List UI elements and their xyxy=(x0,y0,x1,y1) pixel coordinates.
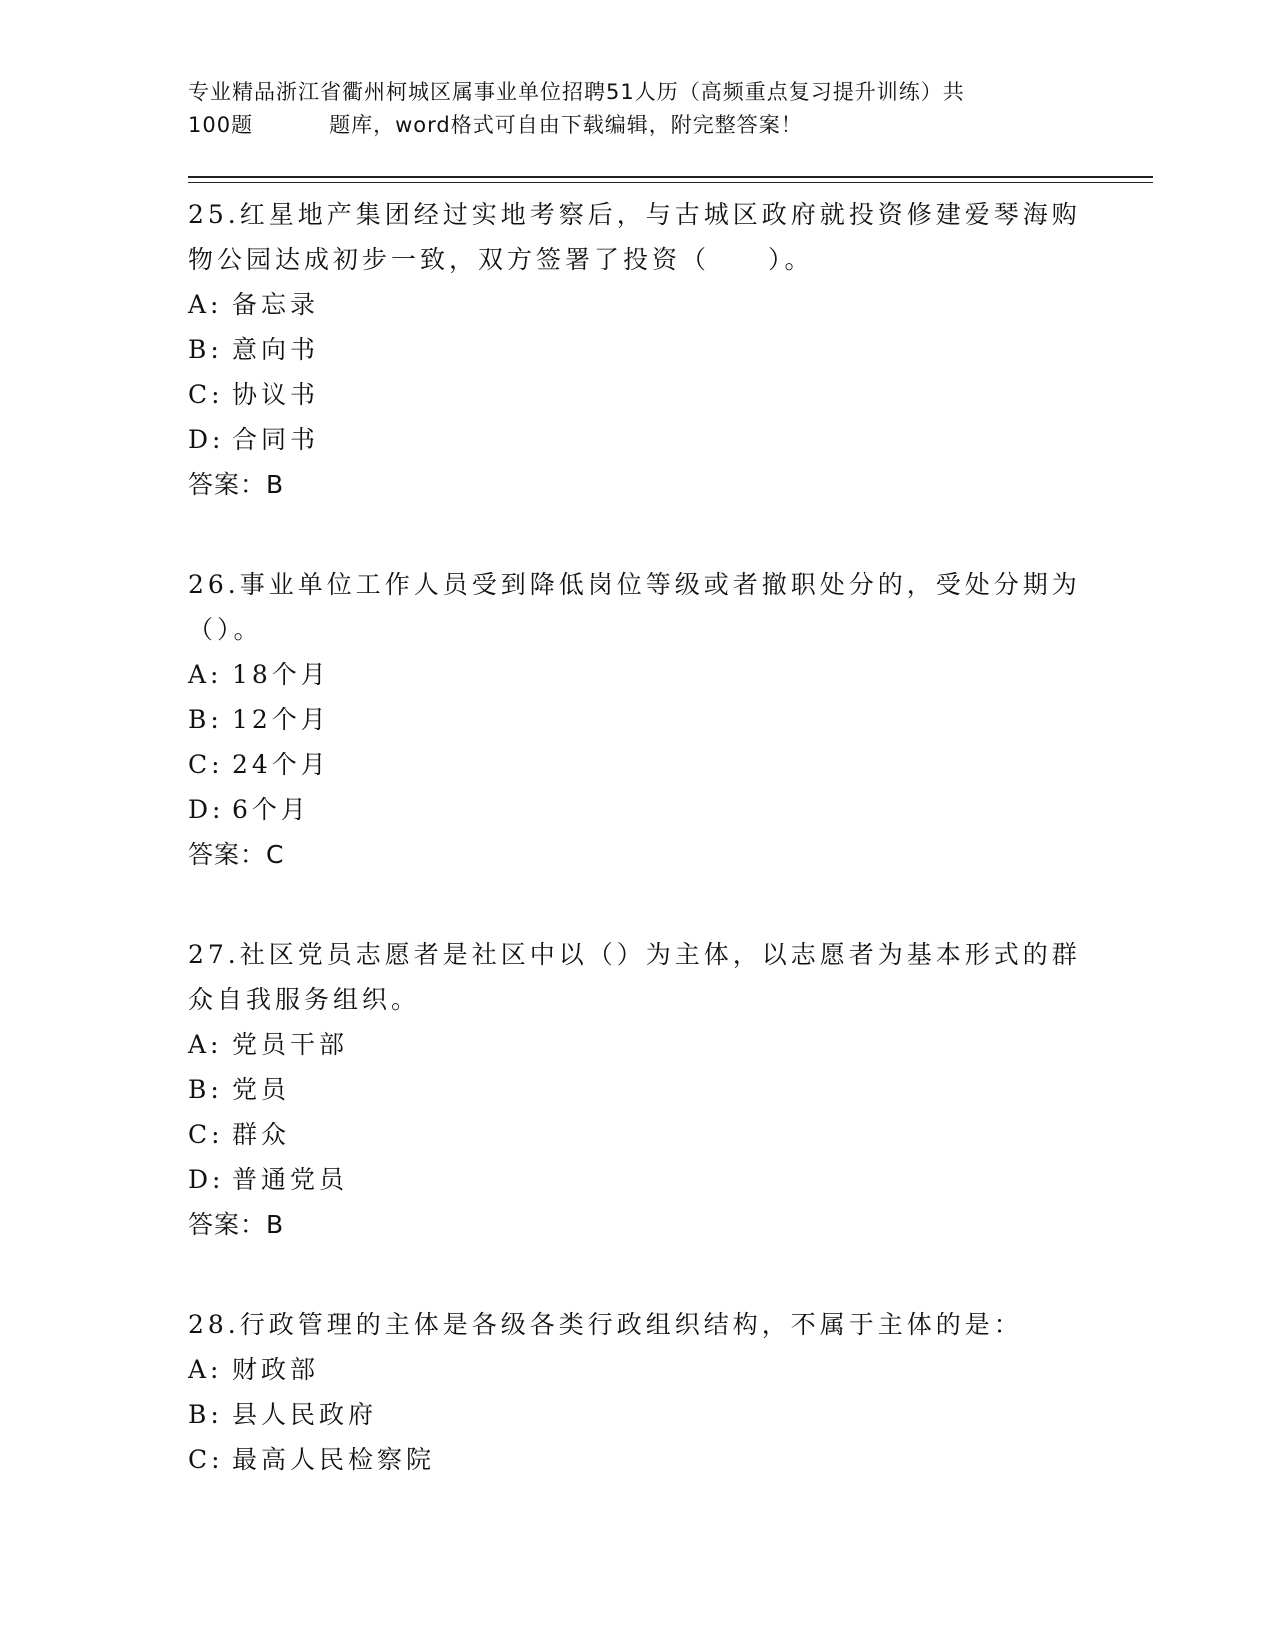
question-stem-line: 物公园达成初步一致，双方签署了投资（ ）。 xyxy=(188,245,814,274)
header-title-count: 100题 xyxy=(188,113,254,137)
option-c xyxy=(188,742,1088,787)
option-key: D: xyxy=(188,425,225,454)
question-stem-line: 26.事业单位工作人员受到降低岗位等级或者撤职处分的，受处分期为 xyxy=(188,570,1081,599)
question-25 xyxy=(188,188,1088,507)
header-title-line1: 专业精品浙江省衢州柯城区属事业单位招聘51人历（高频重点复习提升训练）共 xyxy=(188,80,965,104)
option-b xyxy=(188,1392,1088,1437)
option-text: 意向书 xyxy=(232,335,320,364)
option-text: 18个月 xyxy=(232,660,330,689)
question-stem-line: 27.社区党员志愿者是社区中以（）为主体，以志愿者为基本形式的群 xyxy=(188,940,1081,969)
option-a xyxy=(188,282,1088,327)
option-key: A: xyxy=(188,1030,223,1059)
option-key: B: xyxy=(188,705,223,734)
option-d xyxy=(188,417,1088,462)
option-c xyxy=(188,372,1088,417)
option-text: 6个月 xyxy=(232,795,310,824)
question-stem xyxy=(188,1298,1088,1347)
option-a xyxy=(188,652,1088,697)
question-27 xyxy=(188,928,1088,1247)
question-list xyxy=(188,188,1088,1482)
option-key: A: xyxy=(188,290,223,319)
answer-line: 答案：B xyxy=(188,1210,285,1239)
option-text: 党员 xyxy=(232,1075,291,1104)
option-text: 12个月 xyxy=(232,705,330,734)
option-text: 最高人民检察院 xyxy=(232,1445,436,1474)
question-26 xyxy=(188,558,1088,877)
question-stem-line: 众自我服务组织。 xyxy=(188,985,421,1014)
option-d xyxy=(188,1157,1088,1202)
option-b xyxy=(188,327,1088,372)
option-text: 财政部 xyxy=(232,1355,320,1384)
option-c xyxy=(188,1437,1088,1482)
option-text: 群众 xyxy=(232,1120,291,1149)
option-text: 备忘录 xyxy=(232,290,320,319)
option-key: C: xyxy=(188,380,224,409)
question-stem-line: 25.红星地产集团经过实地考察后，与古城区政府就投资修建爱琴海购 xyxy=(188,200,1081,229)
option-key: B: xyxy=(188,1075,223,1104)
option-key: B: xyxy=(188,1400,223,1429)
option-b xyxy=(188,1067,1088,1112)
question-28 xyxy=(188,1298,1088,1482)
option-a xyxy=(188,1022,1088,1067)
question-stem xyxy=(188,558,1088,652)
option-text: 协议书 xyxy=(232,380,320,409)
option-key: D: xyxy=(188,1165,225,1194)
option-key: C: xyxy=(188,1445,224,1474)
header-title-rest: 题库，word格式可自由下载编辑，附完整答案！ xyxy=(329,113,803,137)
option-b xyxy=(188,697,1088,742)
option-text: 24个月 xyxy=(232,750,330,779)
header-divider-thick xyxy=(188,176,1153,178)
option-key: C: xyxy=(188,750,224,779)
option-c xyxy=(188,1112,1088,1157)
header-divider-thin xyxy=(188,182,1153,183)
question-stem xyxy=(188,928,1088,1022)
option-text: 合同书 xyxy=(232,425,320,454)
option-key: A: xyxy=(188,1355,223,1384)
option-key: D: xyxy=(188,795,225,824)
header-title-line2 xyxy=(188,109,1088,142)
question-stem-line: 28.行政管理的主体是各级各类行政组织结构，不属于主体的是： xyxy=(188,1310,1023,1339)
option-key: A: xyxy=(188,660,223,689)
document-header xyxy=(188,76,1088,142)
question-stem xyxy=(188,188,1088,282)
question-stem-line: （）。 xyxy=(188,615,263,644)
option-d xyxy=(188,787,1088,832)
answer-line: 答案：B xyxy=(188,470,285,499)
option-key: B: xyxy=(188,335,223,364)
option-text: 县人民政府 xyxy=(232,1400,378,1429)
answer-line: 答案：C xyxy=(188,840,285,869)
option-text: 党员干部 xyxy=(232,1030,349,1059)
option-a xyxy=(188,1347,1088,1392)
option-key: C: xyxy=(188,1120,224,1149)
option-text: 普通党员 xyxy=(232,1165,349,1194)
